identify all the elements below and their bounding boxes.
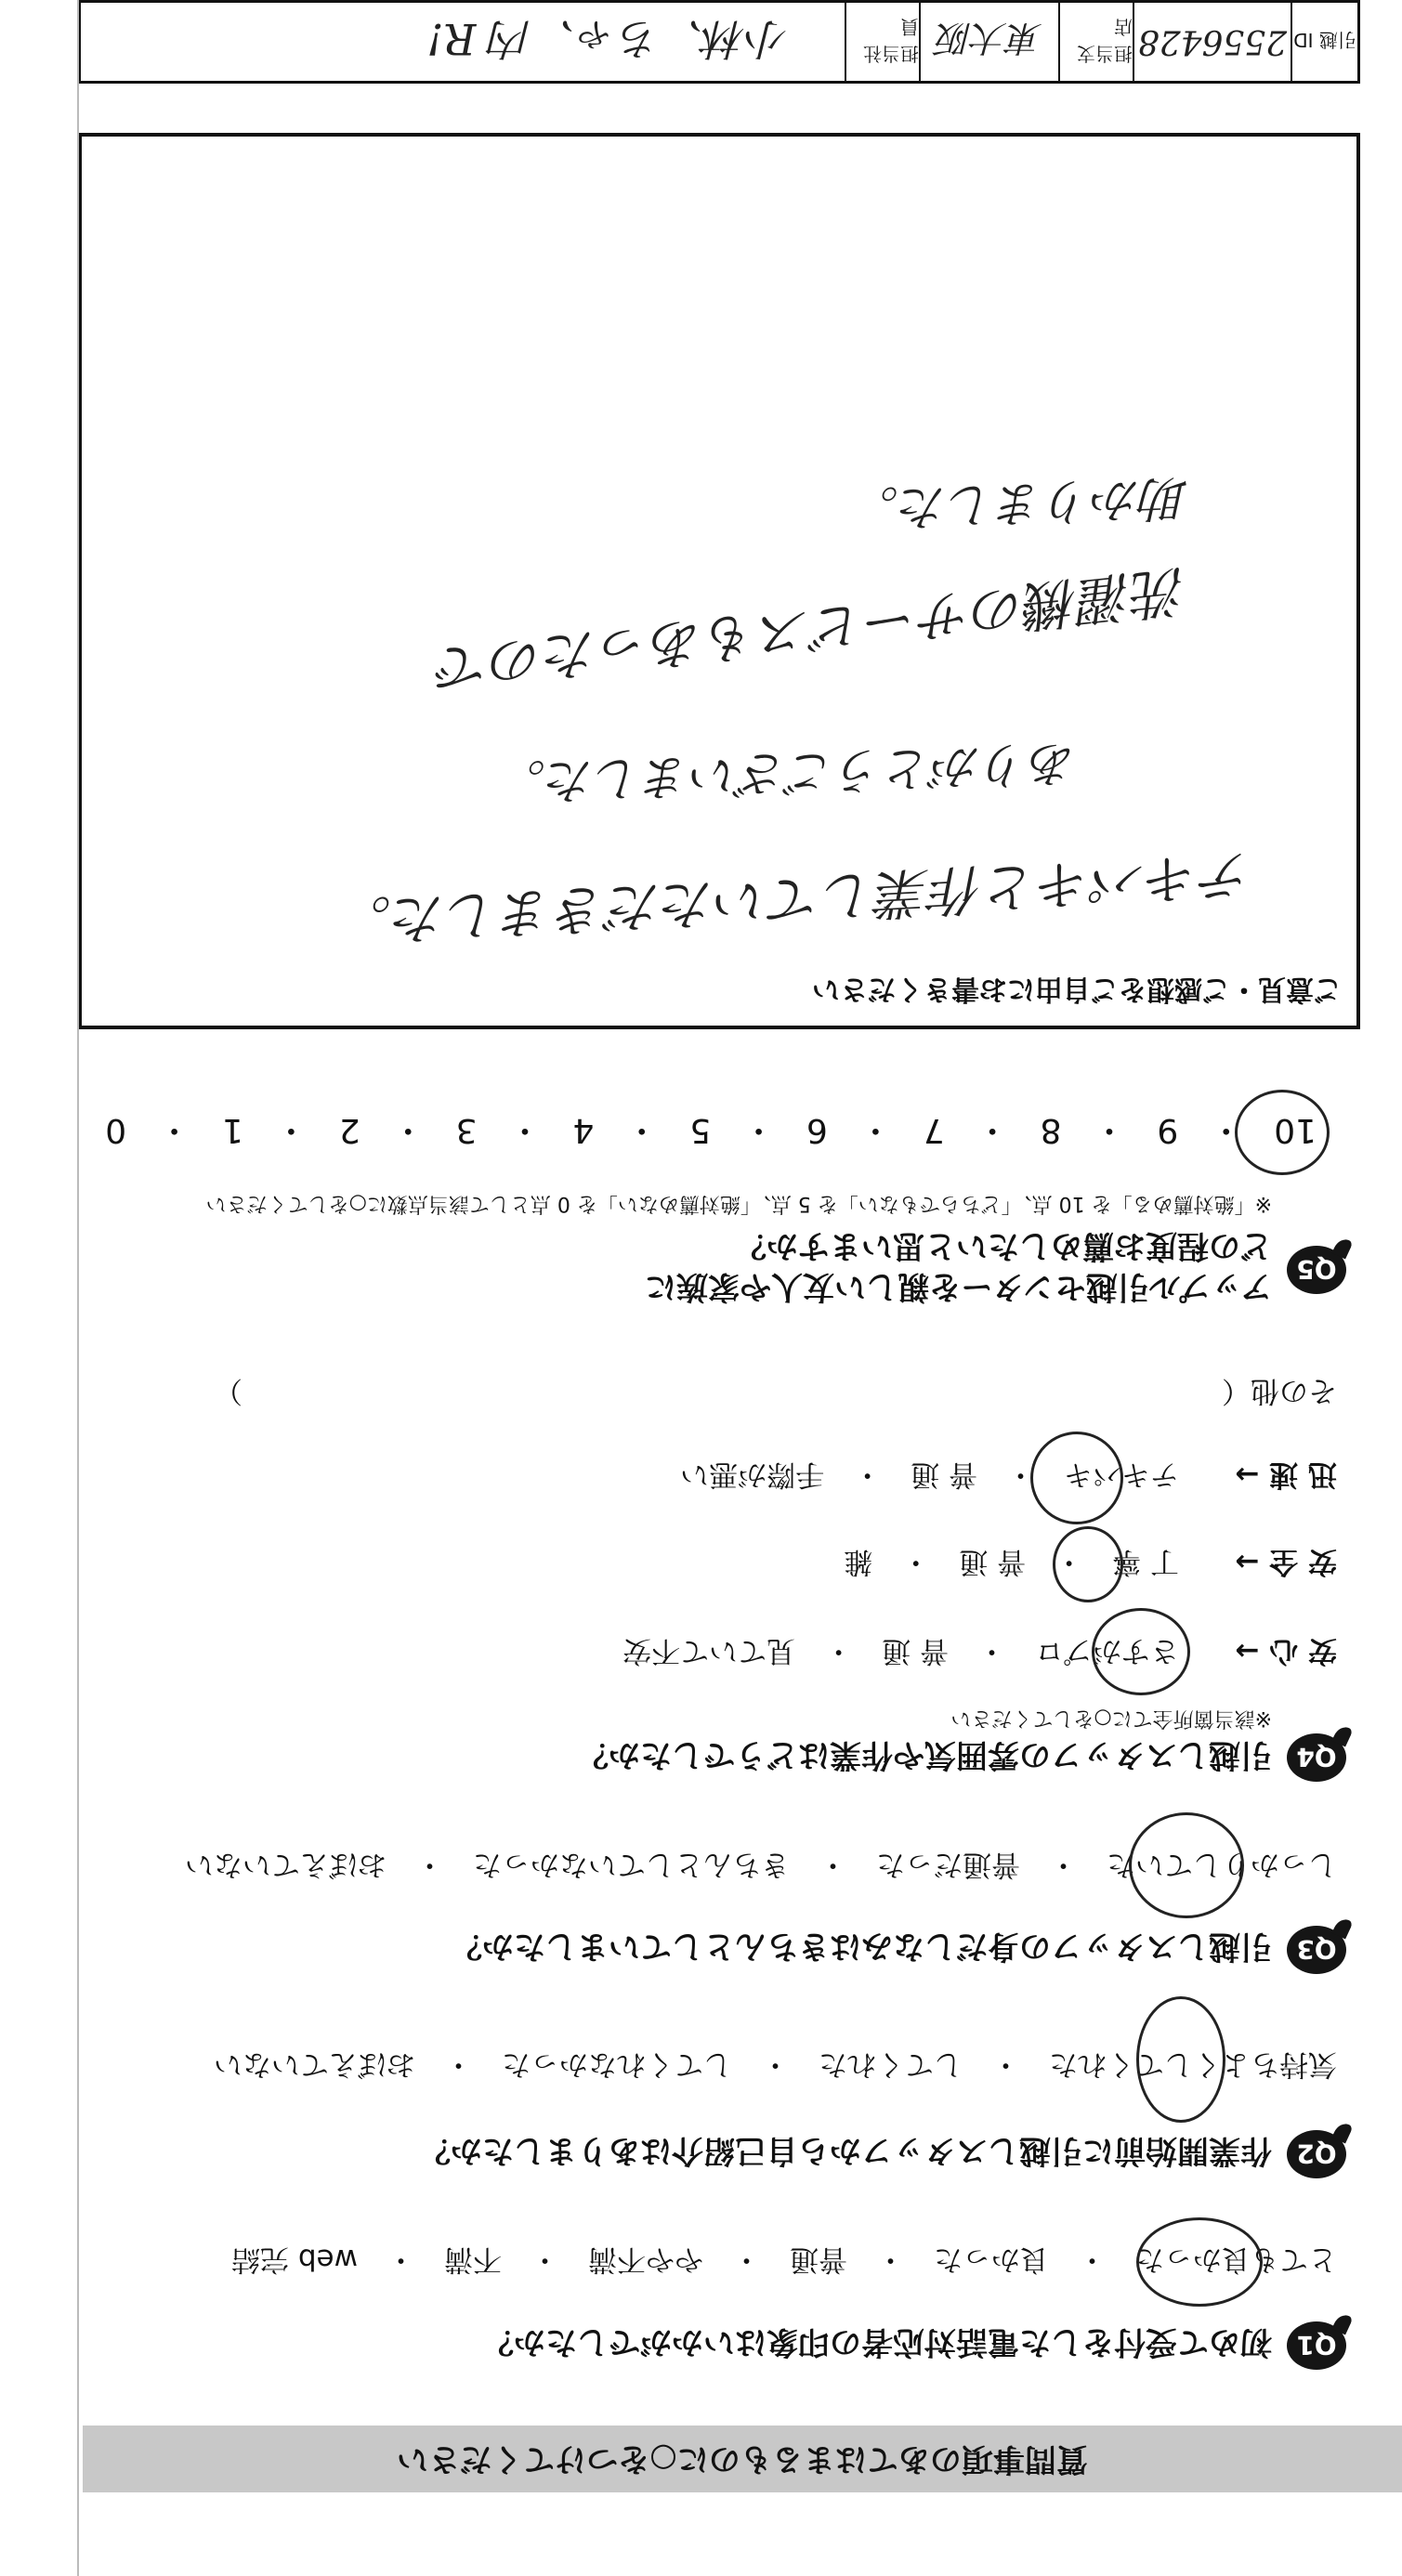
- q5-scale[interactable]: 10 ・ 9 ・ 8 ・ 7 ・ 6 ・ 5 ・ 4 ・ 3 ・ 2 ・ 1 ・ 0: [105, 1111, 1317, 1149]
- q5-badge: [1287, 1246, 1346, 1294]
- q4-row-anzen-label: 安 全 →: [1235, 1545, 1337, 1578]
- branch-label: 担当支店: [1077, 16, 1133, 65]
- q2-badge: [1287, 2130, 1346, 2178]
- q3-badge-label: Q3: [1296, 1934, 1337, 1966]
- q4-anzen-mark: [1053, 1526, 1123, 1602]
- q4-anshin-mark: [1092, 1608, 1190, 1695]
- id-label-cell: [1292, 3, 1357, 81]
- handwritten-line-4: 助かりました。: [849, 468, 1190, 537]
- q4-badge-label: Q4: [1296, 1742, 1337, 1773]
- q2-answer-mark: [1136, 1996, 1225, 2123]
- id-value: 2556428: [1137, 22, 1288, 61]
- banner-text: 質問事項のあてはまるものに○をつけてください: [397, 2440, 1088, 2478]
- q3-badge: [1287, 1926, 1346, 1974]
- q2-options[interactable]: 気持ちよくしてくれた ・ してくれた ・ してくれなかった ・ おぼえていない: [214, 2047, 1337, 2081]
- q4-row-anshin-options[interactable]: さすがプロ ・ 普 通 ・ 見ていて不安: [622, 1634, 1179, 1667]
- assigned-label: 担当社員: [863, 16, 919, 65]
- assigned-label-cell: [846, 3, 921, 81]
- q2-badge-label: Q2: [1296, 2138, 1337, 2170]
- q5-note: ※「絶対薦める」を 10 点、「どちらでもない」を 5 点、「絶対薦めない」を 0 点として該当点数に○をしてください: [205, 1192, 1272, 1215]
- assigned-value: 小林、ちゃ、内 R!: [426, 14, 789, 64]
- q4-row-anzen-options[interactable]: 丁 寧 ・ 普 通 ・ 雑: [844, 1545, 1179, 1578]
- q3-text: 引越しスタッフの身だしなみはきちんとしていましたか？: [451, 1928, 1272, 1965]
- q3-answer-mark: [1129, 1812, 1244, 1918]
- q4-jinsoku-mark: [1030, 1432, 1123, 1524]
- q5-answer-mark: [1235, 1090, 1330, 1175]
- comments-box: [78, 133, 1360, 1029]
- q5-text-line1: アップル引越センターを親しい友人や家族に: [645, 1268, 1272, 1305]
- id-label: 引越 ID: [1293, 29, 1356, 52]
- edge-line: [77, 0, 79, 2576]
- q1-badge: [1287, 2321, 1346, 2370]
- q4-note: ※該当箇所全てに○をしてください: [950, 1706, 1272, 1730]
- q5-text-line2: どの程度お薦めしたいと思いますか？: [735, 1227, 1272, 1264]
- branch-label-cell: [1060, 3, 1134, 81]
- q1-options[interactable]: とても良かった ・ 良かった ・ 普通 ・ やや不満 ・ 不満 ・ web 完結: [231, 2243, 1337, 2276]
- q4-other[interactable]: その他（ ）: [214, 1374, 1337, 1407]
- q2-text: 作業開始前に引越しスタッフから自己紹介はありましたか？: [419, 2132, 1272, 2169]
- assigned-value-cell: [81, 3, 846, 81]
- handwritten-line-1: テキパキと作業していただきました。: [336, 843, 1255, 954]
- q5-badge-label: Q5: [1296, 1254, 1337, 1286]
- header-box: [78, 0, 1360, 84]
- q4-row-jinsoku-label: 迅 速 →: [1235, 1458, 1337, 1491]
- branch-value: 東大阪: [937, 18, 1043, 59]
- handwritten-line-3: 洗濯機のサービスもあったので: [433, 557, 1190, 700]
- handwritten-line-2: ありがとうございました。: [496, 734, 1079, 810]
- q3-options[interactable]: しっかりしていた ・ 普通だった ・ きちんとしていなかった ・ おぼえていない: [185, 1848, 1337, 1881]
- q4-row-jinsoku-options[interactable]: テキパキ ・ 普 通 ・ 手際が悪い: [680, 1458, 1179, 1491]
- q4-badge: [1287, 1733, 1346, 1782]
- q1-badge-label: Q1: [1296, 2330, 1337, 2361]
- branch-value-cell: [921, 3, 1060, 81]
- q4-text: 引越しスタッフの雰囲気や作業はどうでしたか？: [577, 1736, 1272, 1773]
- banner: [83, 2426, 1402, 2492]
- comments-heading: ご意見・ご感想をご自由にお書きください: [812, 973, 1342, 1005]
- q4-row-anshin-label: 安 心 →: [1235, 1634, 1337, 1667]
- q1-text: 初めて受付をした電話対応者の印象はいかがでしたか？: [482, 2323, 1272, 2360]
- id-value-cell: [1134, 3, 1292, 81]
- q1-answer-mark: [1136, 2217, 1263, 2307]
